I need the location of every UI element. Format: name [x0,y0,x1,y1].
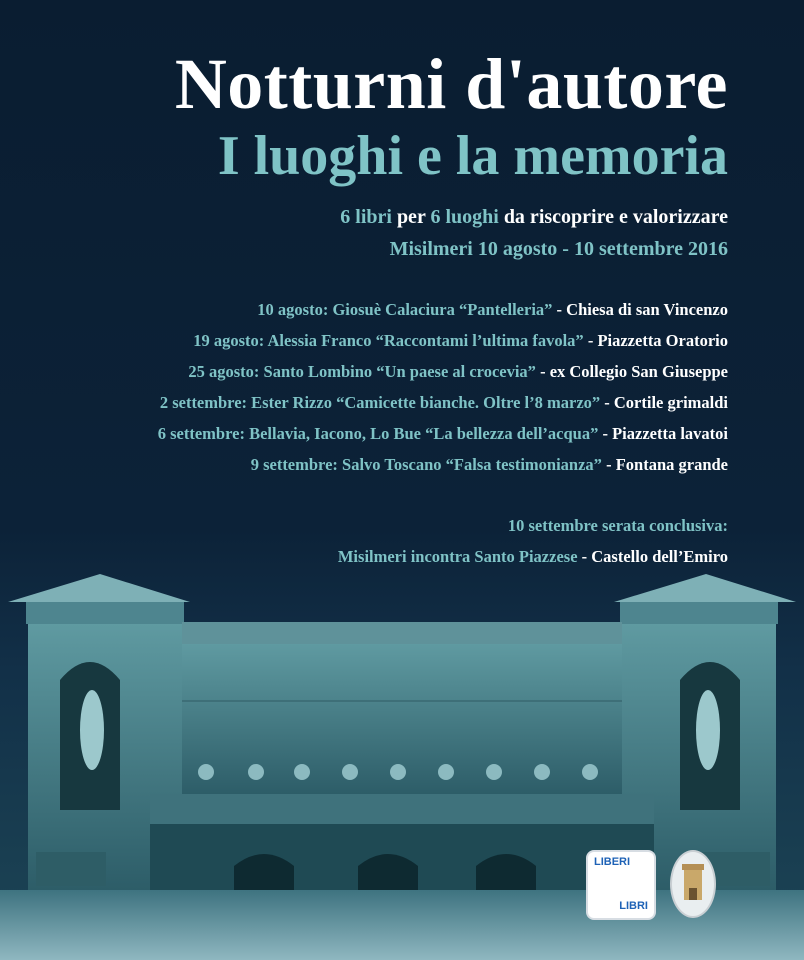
event-place: ex Collegio San Giuseppe [549,362,728,381]
logo-text-bottom: LIBRI [619,900,648,912]
separator: - [602,424,608,443]
event-desc: 6 settembre: Bellavia, Iacono, Lo Bue “La bellezza dell’acqua” [157,424,599,443]
separator: - [540,362,546,381]
closing-desc: Misilmeri incontra Santo Piazzese [337,547,578,566]
event-place: Piazzetta lavatoi [612,424,728,443]
event-item [160,395,728,412]
event-item [158,426,728,443]
tagline-places: 6 luoghi [430,206,499,228]
tagline [340,206,728,229]
event-desc: 25 agosto: Santo Lombino “Un paese al crocevia” [188,362,536,381]
event-desc: 9 settembre: Salvo Toscano “Falsa testimonianza” [250,455,602,474]
tagline-per: per [396,206,426,228]
separator: - [606,455,612,474]
tagline-books: 6 libri [340,206,392,228]
separator: - [556,300,563,319]
event-desc: 2 settembre: Ester Rizzo “Camicette bianche. Oltre l’8 marzo” [159,393,601,412]
tagline-rest: da riscoprire e valorizzare [503,206,728,228]
separator: - [587,331,594,350]
event-place: Fontana grande [615,455,728,474]
closing-heading-text: 10 settembre serata conclusiva: [507,516,728,535]
event-item [251,457,728,474]
event-desc: 19 agosto: Alessia Franco “Raccontami l’ultima favola” [193,331,584,350]
separator: - [604,393,610,412]
event-place: Chiesa di san Vincenzo [566,300,728,319]
event-item [188,364,728,381]
separator: - [581,547,588,566]
event-item [257,302,728,319]
event-item [193,333,728,350]
event-dates: Misilmeri 10 agosto - 10 settembre 2016 [389,238,728,260]
event-place: Cortile grimaldi [613,393,728,412]
event-place: Piazzetta Oratorio [597,331,728,350]
page-title: Notturni d'autore [174,44,728,124]
closing-place: Castello dell’Emiro [591,547,728,566]
closing-heading [508,518,728,535]
event-desc: 10 agosto: Giosuè Calaciura “Pantelleria” [257,300,553,319]
municipal-crest-icon [670,850,716,918]
page-subtitle: I luoghi e la memoria [217,125,728,187]
liberi-libri-logo [588,852,654,918]
logo-text-top: LIBERI [594,856,631,868]
